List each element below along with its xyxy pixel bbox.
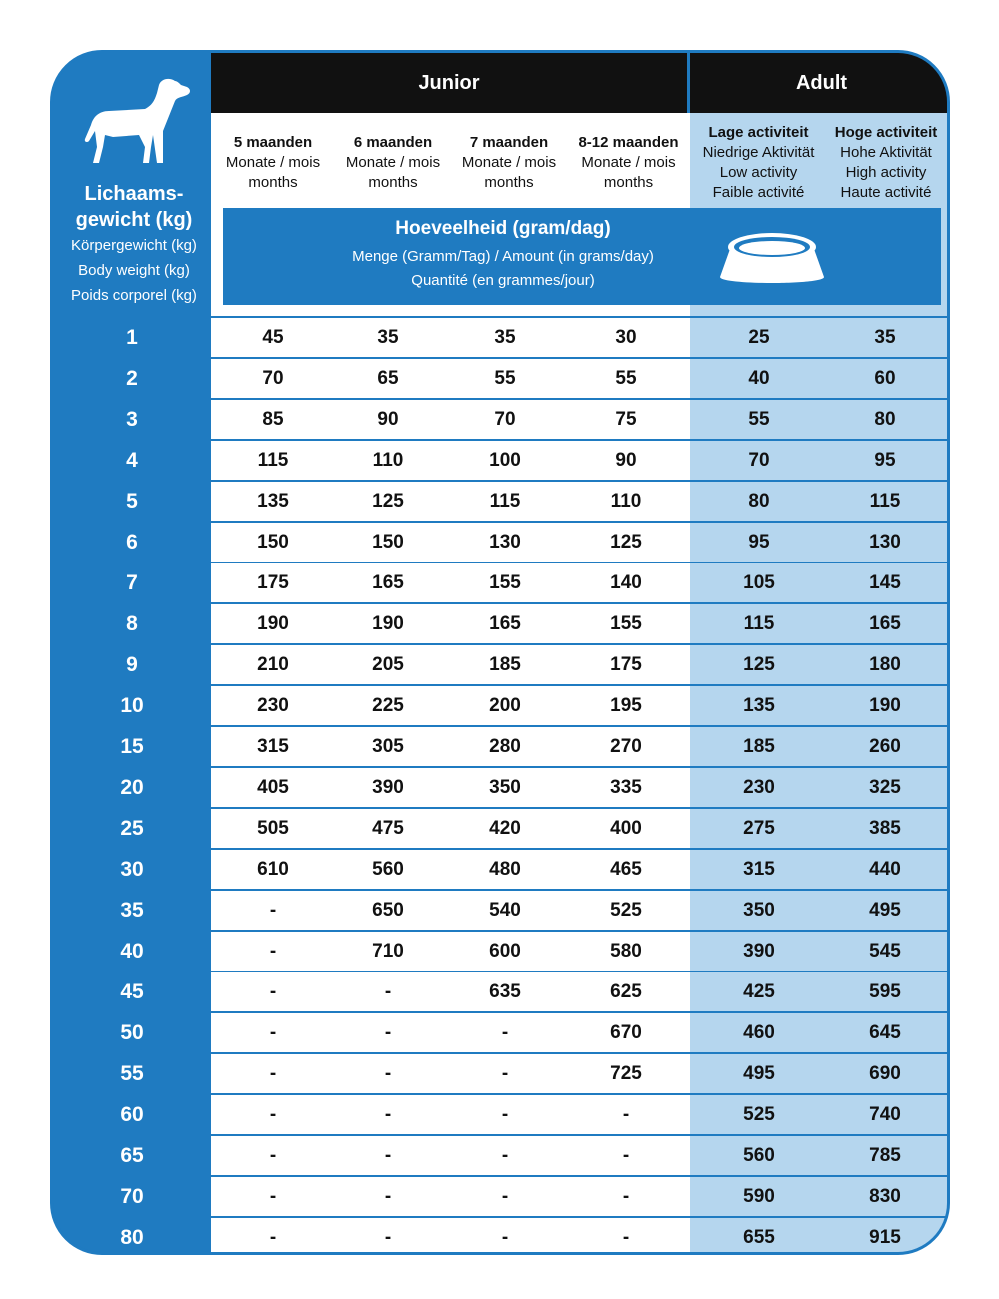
table-cell: 80 bbox=[874, 408, 896, 430]
table-cell: 55 bbox=[748, 408, 770, 430]
table-cell: - bbox=[269, 1226, 277, 1248]
table-cell: - bbox=[269, 899, 277, 921]
table-cell: 30 bbox=[615, 327, 637, 348]
table-cell: 335 bbox=[610, 776, 642, 798]
table-cell: 590 bbox=[743, 1185, 775, 1207]
table-cell: - bbox=[384, 1022, 392, 1044]
table-cell: 195 bbox=[610, 695, 642, 717]
amount-title: Hoeveelheid (gram/dag) bbox=[395, 218, 611, 239]
table-cell: 70 bbox=[748, 449, 770, 471]
table-cell: 55 bbox=[615, 367, 637, 389]
table-cell: 480 bbox=[489, 858, 521, 880]
table-cell: 25 bbox=[748, 327, 770, 348]
table-row bbox=[53, 768, 950, 807]
table-cell: - bbox=[269, 1185, 277, 1207]
table-cell: 315 bbox=[743, 858, 775, 880]
row-weight: 45 bbox=[120, 980, 144, 1004]
table-cell: 610 bbox=[257, 858, 289, 880]
col-header-5-months: 5 maanden Monate / mois months bbox=[225, 134, 321, 191]
table-cell: 150 bbox=[372, 531, 404, 553]
table-row bbox=[53, 523, 950, 562]
table-row bbox=[53, 482, 950, 521]
table-cell: 545 bbox=[869, 940, 901, 962]
table-cell: - bbox=[384, 981, 392, 1003]
table-cell: 165 bbox=[869, 613, 901, 635]
table-cell: 135 bbox=[257, 490, 289, 512]
table-cell: 110 bbox=[372, 449, 404, 471]
table-cell: 55 bbox=[494, 367, 516, 389]
table-cell: 785 bbox=[869, 1145, 901, 1166]
table-cell: 595 bbox=[869, 981, 901, 1003]
table-cell: 690 bbox=[869, 1063, 901, 1085]
row-weight: 5 bbox=[126, 489, 138, 513]
row-weight: 80 bbox=[120, 1225, 144, 1249]
table-cell: 35 bbox=[377, 327, 399, 348]
table-cell: 280 bbox=[489, 736, 521, 757]
table-cell: 390 bbox=[372, 776, 404, 798]
table-cell: - bbox=[622, 1185, 630, 1207]
table-cell: - bbox=[269, 940, 277, 962]
table-row bbox=[53, 1054, 950, 1093]
table-cell: - bbox=[384, 1145, 392, 1166]
col-header-low-activity: Lage activiteit Niedrige Aktivität Low activity Faible activité bbox=[702, 124, 815, 201]
table-cell: 90 bbox=[377, 408, 399, 430]
table-cell: 425 bbox=[743, 981, 775, 1003]
table-cell: 560 bbox=[743, 1145, 775, 1166]
amount-subtitle-fr: Quantité (en grammes/jour) bbox=[411, 272, 595, 289]
row-weight: 15 bbox=[120, 735, 144, 758]
table-cell: 465 bbox=[610, 858, 642, 880]
table-cell: 505 bbox=[257, 817, 289, 839]
table-cell: 350 bbox=[489, 776, 521, 798]
table-row bbox=[53, 972, 950, 1011]
table-cell: 710 bbox=[372, 940, 404, 962]
table-row bbox=[53, 441, 950, 480]
table-cell: 175 bbox=[610, 654, 642, 676]
table-cell: 125 bbox=[743, 654, 775, 676]
table-row bbox=[53, 645, 950, 684]
table-cell: 115 bbox=[869, 490, 901, 512]
row-weight: 8 bbox=[126, 612, 138, 636]
table-cell: 70 bbox=[494, 408, 516, 430]
table-row bbox=[53, 400, 950, 439]
table-cell: - bbox=[501, 1022, 509, 1044]
table-cell: 150 bbox=[257, 531, 289, 553]
table-cell: 915 bbox=[869, 1226, 901, 1248]
table-cell: 110 bbox=[610, 490, 642, 512]
table-cell: - bbox=[501, 1104, 509, 1126]
row-weight: 35 bbox=[120, 898, 144, 922]
table-cell: 135 bbox=[743, 695, 775, 717]
table-cell: 625 bbox=[610, 981, 642, 1003]
row-weight: 70 bbox=[120, 1184, 144, 1208]
table-cell: 525 bbox=[743, 1104, 775, 1126]
table-cell: 45 bbox=[262, 327, 284, 348]
table-cell: 140 bbox=[610, 572, 642, 594]
table-cell: 165 bbox=[372, 572, 404, 594]
body-weight-title: Lichaams- gewicht (kg) bbox=[75, 183, 193, 231]
row-weight: 2 bbox=[126, 366, 138, 390]
table-row bbox=[53, 1013, 950, 1052]
col-header-6-months: 6 maanden Monate / mois months bbox=[345, 134, 441, 191]
dog-silhouette-icon bbox=[83, 75, 195, 167]
table-cell: 185 bbox=[489, 654, 521, 676]
table-cell: 540 bbox=[489, 899, 521, 921]
table-cell: 80 bbox=[748, 490, 770, 512]
table-row bbox=[53, 809, 950, 848]
table-cell: 230 bbox=[743, 776, 775, 798]
adult-header: Adult bbox=[690, 53, 950, 113]
row-weight: 3 bbox=[126, 407, 138, 431]
table-cell: - bbox=[269, 1022, 277, 1044]
table-cell: 525 bbox=[610, 899, 642, 921]
row-weight: 1 bbox=[126, 326, 138, 349]
col-header-7-months: 7 maanden Monate / mois months bbox=[461, 134, 557, 191]
table-cell: 400 bbox=[610, 817, 642, 839]
table-cell: 650 bbox=[372, 899, 404, 921]
table-cell: 635 bbox=[489, 981, 521, 1003]
feeding-table bbox=[50, 50, 950, 1255]
table-cell: 145 bbox=[869, 572, 901, 594]
table-cell: 385 bbox=[869, 817, 901, 839]
table-row bbox=[53, 359, 950, 398]
table-cell: 100 bbox=[489, 449, 521, 471]
table-cell: - bbox=[622, 1145, 630, 1166]
table-cell: 105 bbox=[743, 572, 775, 594]
table-cell: 325 bbox=[869, 776, 901, 798]
row-weight: 40 bbox=[120, 939, 144, 963]
row-weight: 55 bbox=[120, 1062, 144, 1086]
table-cell: 420 bbox=[489, 817, 521, 839]
body-weight-translations: Körpergewicht (kg) Body weight (kg) Poids corporel (kg) bbox=[71, 237, 197, 304]
table-cell: 655 bbox=[743, 1226, 775, 1248]
table-cell: 315 bbox=[257, 736, 289, 757]
table-cell: 305 bbox=[372, 736, 404, 757]
table-cell: 600 bbox=[489, 940, 521, 962]
table-cell: 645 bbox=[869, 1022, 901, 1044]
row-weight: 4 bbox=[126, 448, 138, 472]
row-weight: 7 bbox=[126, 571, 138, 595]
table-cell: 115 bbox=[743, 613, 775, 635]
table-cell: 275 bbox=[743, 817, 775, 839]
table-row bbox=[53, 850, 950, 889]
table-cell: 390 bbox=[743, 940, 775, 962]
table-cell: - bbox=[622, 1104, 630, 1126]
table-cell: - bbox=[501, 1226, 509, 1248]
table-cell: 350 bbox=[743, 899, 775, 921]
table-cell: 190 bbox=[257, 613, 289, 635]
table-cell: 70 bbox=[262, 367, 284, 389]
row-weight: 65 bbox=[120, 1144, 144, 1167]
table-cell: 75 bbox=[615, 408, 637, 430]
table-cell: 495 bbox=[743, 1063, 775, 1085]
table-row bbox=[53, 686, 950, 725]
table-row bbox=[53, 1095, 950, 1134]
table-cell: - bbox=[269, 981, 277, 1003]
table-cell: 670 bbox=[610, 1022, 642, 1044]
table-row bbox=[53, 563, 950, 602]
table-cell: 210 bbox=[257, 654, 289, 676]
row-weight: 50 bbox=[120, 1021, 144, 1045]
table-cell: 460 bbox=[743, 1022, 775, 1044]
table-cell: 190 bbox=[372, 613, 404, 635]
table-cell: 190 bbox=[869, 695, 901, 717]
table-cell: 740 bbox=[869, 1104, 901, 1126]
table-cell: 40 bbox=[748, 367, 770, 389]
row-weight: 6 bbox=[126, 530, 138, 554]
table-cell: - bbox=[269, 1104, 277, 1126]
table-cell: 440 bbox=[869, 858, 901, 880]
table-cell: 165 bbox=[489, 613, 521, 635]
table-cell: 830 bbox=[869, 1185, 901, 1207]
table-row bbox=[53, 1177, 950, 1216]
row-weight: 10 bbox=[120, 694, 144, 718]
row-weight: 25 bbox=[120, 816, 144, 840]
table-cell: 260 bbox=[869, 736, 901, 757]
table-cell: 35 bbox=[494, 327, 516, 348]
table-cell: 560 bbox=[372, 858, 404, 880]
table-cell: - bbox=[622, 1226, 630, 1248]
table-cell: 580 bbox=[610, 940, 642, 962]
table-cell: 230 bbox=[257, 695, 289, 717]
table-cell: 175 bbox=[257, 572, 289, 594]
table-cell: 35 bbox=[874, 327, 896, 348]
table-cell: - bbox=[384, 1063, 392, 1085]
table-cell: - bbox=[501, 1185, 509, 1207]
table-cell: 185 bbox=[743, 736, 775, 757]
row-weight: 30 bbox=[120, 857, 144, 881]
row-weight: 60 bbox=[120, 1103, 144, 1127]
col-header-8-12-months: 8-12 maanden Monate / mois months bbox=[578, 134, 679, 191]
table-cell: - bbox=[384, 1185, 392, 1207]
amount-banner bbox=[223, 208, 941, 305]
table-cell: - bbox=[269, 1145, 277, 1166]
table-cell: - bbox=[501, 1063, 509, 1085]
table-cell: 495 bbox=[869, 899, 901, 921]
row-weight: 20 bbox=[120, 775, 144, 799]
table-cell: - bbox=[384, 1104, 392, 1126]
table-cell: - bbox=[269, 1063, 277, 1085]
table-cell: 130 bbox=[869, 531, 901, 553]
table-cell: - bbox=[384, 1226, 392, 1248]
table-cell: 180 bbox=[869, 654, 901, 676]
food-bowl-icon bbox=[716, 225, 828, 285]
table-row bbox=[53, 891, 950, 930]
table-cell: 115 bbox=[489, 490, 521, 512]
table-cell: 95 bbox=[748, 531, 770, 553]
table-cell: 130 bbox=[489, 531, 521, 553]
table-cell: 60 bbox=[874, 367, 896, 389]
table-cell: 475 bbox=[372, 817, 404, 839]
junior-header: Junior bbox=[211, 53, 687, 113]
table-cell: 225 bbox=[372, 695, 404, 717]
table-row bbox=[53, 318, 950, 357]
table-cell: 125 bbox=[372, 490, 404, 512]
table-cell: 270 bbox=[610, 736, 642, 757]
col-header-high-activity: Hoge activiteit Hohe Aktivität High activity Haute activité bbox=[834, 124, 938, 201]
table-cell: 405 bbox=[257, 776, 289, 798]
table-cell: 200 bbox=[489, 695, 521, 717]
table-row bbox=[53, 727, 950, 766]
table-cell: 155 bbox=[610, 613, 642, 635]
table-cell: 155 bbox=[489, 572, 521, 594]
table-cell: 90 bbox=[615, 449, 637, 471]
table-cell: 725 bbox=[610, 1063, 642, 1085]
table-cell: - bbox=[501, 1145, 509, 1166]
table-row bbox=[53, 1218, 950, 1255]
table-cell: 115 bbox=[257, 449, 289, 471]
table-cell: 65 bbox=[377, 367, 399, 389]
table-cell: 125 bbox=[610, 531, 642, 553]
amount-subtitle-de-en: Menge (Gramm/Tag) / Amount (in grams/day) bbox=[352, 248, 654, 265]
table-row bbox=[53, 604, 950, 643]
table-row bbox=[53, 932, 950, 971]
table-cell: 95 bbox=[874, 449, 896, 471]
table-cell: 205 bbox=[372, 654, 404, 676]
table-cell: 85 bbox=[262, 408, 284, 430]
table-row bbox=[53, 1136, 950, 1175]
row-weight: 9 bbox=[126, 653, 138, 677]
